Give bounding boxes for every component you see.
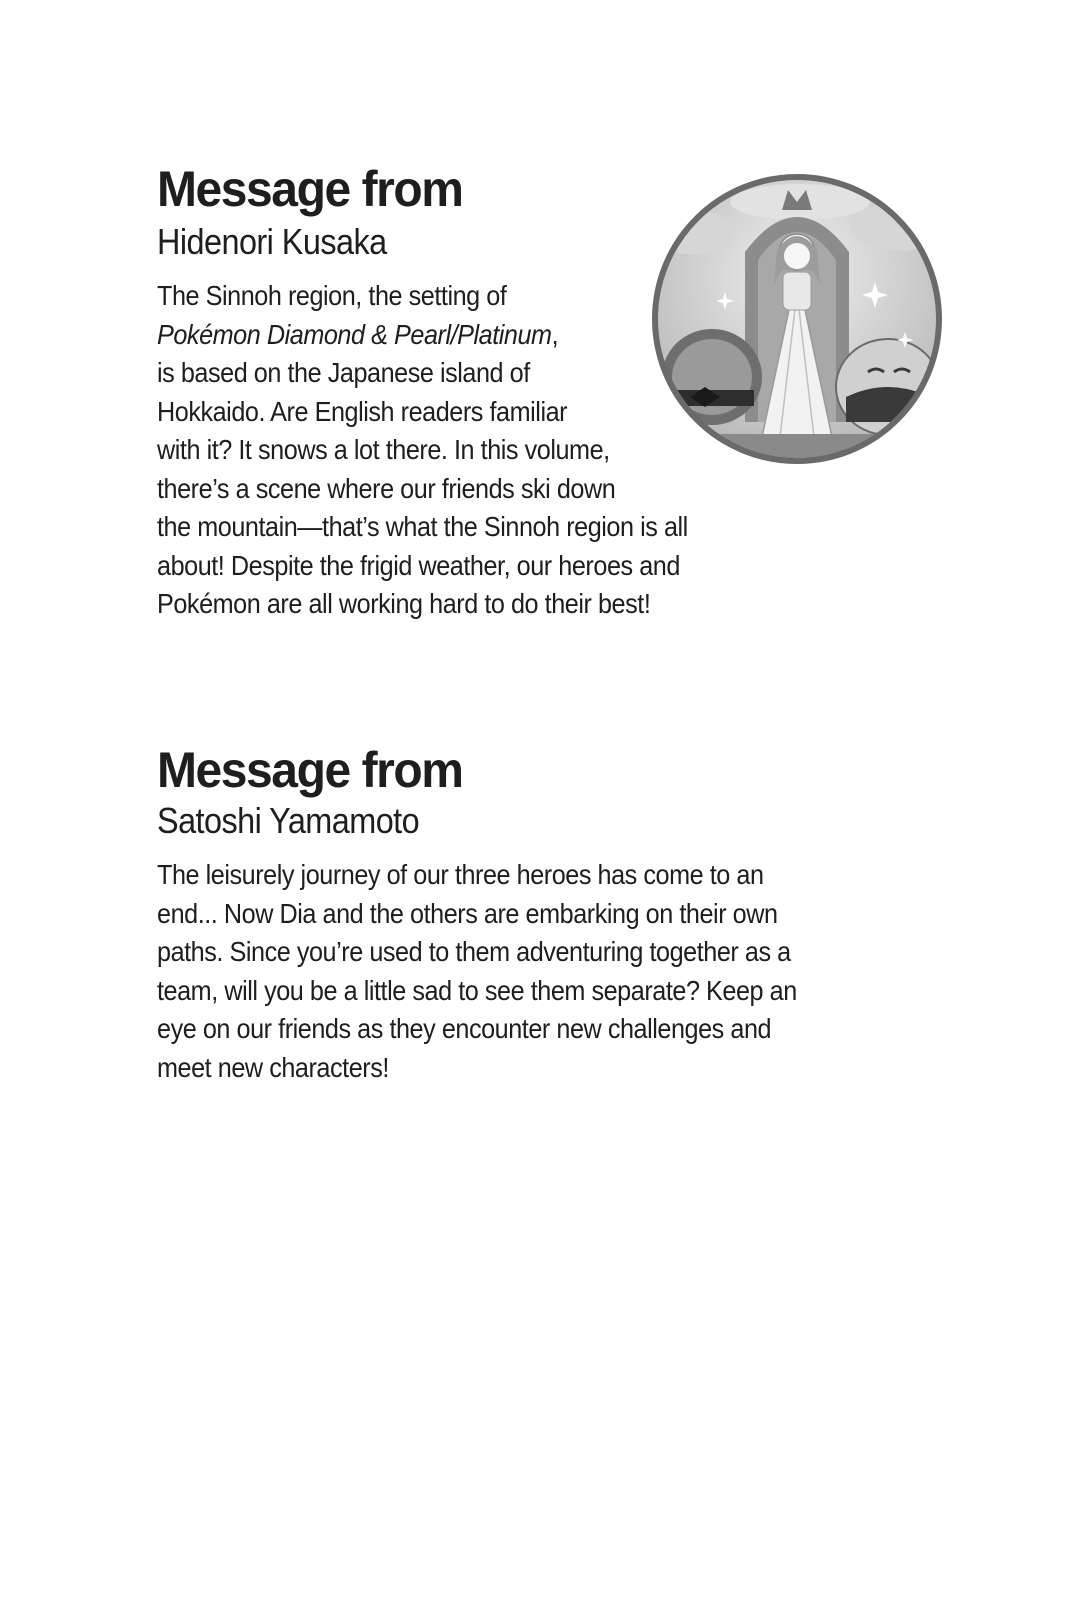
author-name-1: Hidenori Kusaka (157, 221, 387, 262)
message-body-1 (157, 277, 688, 624)
body-line: there’s a scene where our friends ski down (157, 472, 616, 504)
body-line: with it? It snows a lot there. In this volume, (157, 434, 610, 465)
message-heading-1: Message from (157, 161, 463, 217)
author-name-2: Satoshi Yamamoto (157, 800, 420, 841)
body-line-title (157, 316, 688, 355)
body-line: The leisurely journey of our three heroes has come to an (157, 859, 764, 890)
body-line: end... Now Dia and the others are embarking on their own (157, 897, 778, 929)
message-body-2 (157, 856, 797, 1087)
message-heading-2: Message from (157, 742, 463, 798)
body-line: eye on our friends as they encounter new challenges and (157, 1013, 772, 1044)
body-line: Hokkaido. Are English readers familiar (157, 395, 568, 427)
body-line: is based on the Japanese island of (157, 357, 530, 388)
body-line: meet new characters! (157, 1051, 389, 1083)
comma: , (551, 318, 559, 350)
author-portrait-illustration (650, 172, 944, 466)
body-line: Pokémon are all working hard to do their best! (157, 588, 651, 619)
body-line: about! Despite the frigid weather, our heroes and (157, 549, 680, 581)
game-title: Pokémon Diamond & Pearl/Platinum (157, 318, 552, 350)
body-line: paths. Since you’re used to them adventuring together as a (157, 936, 791, 967)
body-line: The Sinnoh region, the setting of (157, 280, 507, 311)
body-line: team, will you be a little sad to see them separate? Keep an (157, 974, 797, 1006)
body-line: the mountain—that’s what the Sinnoh region is all (157, 511, 688, 542)
